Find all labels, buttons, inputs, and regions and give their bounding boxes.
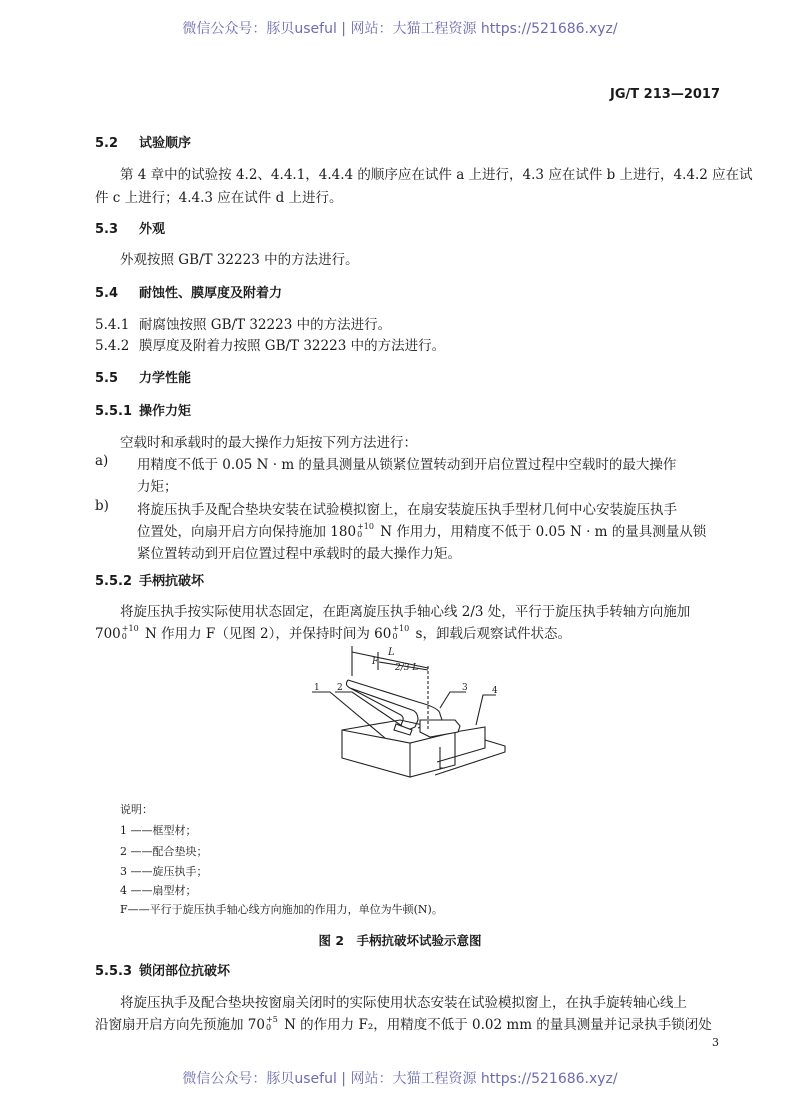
paragraph-line: 将旋压执手及配合垫块按窗扇关闭时的实际使用状态安装在试验模拟窗上，在执手旋转轴心线上 [120,995,687,1011]
handle-test-figure [300,640,530,790]
section-heading-5-2: 5.2 试验顺序 [95,136,192,151]
section-heading-5-3: 5.3 外观 [95,222,166,237]
watermark-bottom: 微信公众号：豚贝useful | 网站：大猫工程资源 https://521686.xyz/ [182,1071,618,1087]
label-2: 2 [337,683,343,693]
section-heading-5-5-3: 5.5.3 锁闭部位抗破坏 [95,964,231,979]
clause-5-4-1: 5.4.1 耐腐蚀按照 GB/T 32223 中的方法进行。 [95,317,392,333]
label-3: 3 [462,683,468,693]
legend-item: F——平行于旋压执手轴心线方向施加的作用力，单位为牛顿(N)。 [120,903,443,916]
figure-caption: 图 2 手柄抗破坏试验示意图 [318,933,482,948]
section-heading-5-5-2: 5.5.2 手柄抗破坏 [95,574,205,589]
label-L: L [388,647,395,658]
paragraph-line: 外观按照 GB/T 32223 中的方法进行。 [120,252,359,268]
section-heading-5-5: 5.5 力学性能 [95,371,192,386]
tolerance: +10 0 [357,521,374,539]
paragraph-line: 将旋压执手按实际使用状态固定，在距离旋压执手轴心线 2/3 处，平行于旋压执手转轴方向施加 [120,604,691,620]
paragraph-line: 沿窗扇开启方向先预施加 70 +5 0 N 的作用力 F₂，用精度不低于 0.02 mm 的量具测量并记录执手锁闭处 [95,1014,712,1033]
section-heading-5-5-1: 5.5.1 操作力矩 [95,404,192,419]
legend-item: 2 ——配合垫块； [120,845,208,858]
list-marker-b: b) [95,498,109,514]
legend-title: 说明： [120,803,153,816]
label-two-thirds-L: 2/3 L [395,663,419,673]
page-number: 3 [712,1036,719,1049]
label-1: 1 [314,683,320,693]
clause-5-4-2: 5.4.2 膜厚度及附着力按照 GB/T 32223 中的方法进行。 [95,338,446,354]
list-item-b-line: 将旋压执手及配合垫块安装在试验模拟窗上，在扇安装旋压执手型材几何中心安装旋压执手 [137,502,677,518]
paragraph-line: 700 +10 0 N 作用力 F（见图 2），并保持时间为 60 +10 0 s，卸载后观察试件状态。 [95,623,571,642]
list-item-a-line: 用精度不低于 0.05 N · m 的量具测量从锁紧位置转动到开启位置过程中空载时的最大操作 [137,457,677,473]
label-4: 4 [492,686,498,696]
list-item-b-line: 位置处，向扇开启方向保持施加 180 +10 0 N 作用力，用精度不低于 0.05 N · m 的量具测量从锁 [137,521,707,540]
legend-item: 1 ——框型材； [120,824,197,837]
legend-item: 4 ——扇型材； [120,884,197,897]
legend-item: 3 ——旋压执手； [120,865,208,878]
standard-code: JG/T 213—2017 [610,87,720,102]
paragraph-line: 空载时和承载时的最大操作力矩按下列方法进行： [120,435,417,451]
list-item-a-line: 力矩； [137,479,178,495]
list-marker-a: a) [95,453,109,469]
label-F: F [372,657,379,667]
section-heading-5-4: 5.4 耐蚀性、膜厚度及附着力 [95,286,283,301]
list-item-b-line: 紧位置转动到开启位置过程中承载时的最大操作力矩。 [137,546,461,562]
watermark-top: 微信公众号：豚贝useful | 网站：大猫工程资源 https://521686.xyz/ [182,21,618,37]
paragraph-line: 第 4 章中的试验按 4.2、4.4.1，4.4.4 的顺序应在试件 a 上进行，4.3 应在试件 b 上进行，4.4.2 应在试 [120,167,753,183]
paragraph-line: 件 c 上进行；4.4.3 应在试件 d 上进行。 [95,190,343,206]
